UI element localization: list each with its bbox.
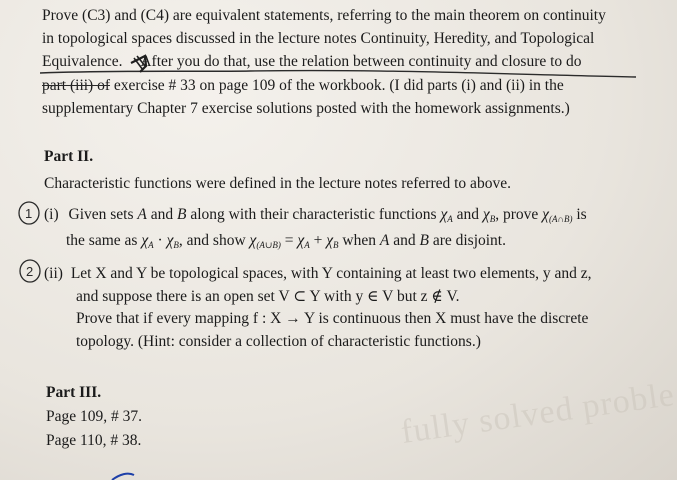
item-2-marker: (ii) (44, 265, 63, 282)
set-b: B (419, 232, 429, 249)
set-a: A (379, 232, 390, 249)
item-1-text: when (338, 232, 380, 249)
chi-symbol: χ (542, 206, 549, 223)
intro-line-5: supplementary Chapter 7 exercise solutions posted with the homework assignments.) (42, 100, 570, 117)
item-1-text: , prove (495, 206, 543, 223)
part-2-item-1-line-1 (44, 205, 587, 229)
intro-line-2: in topological spaces discussed in the lecture notes Continuity, Heredity, and Topological (42, 30, 595, 47)
intro-line-4-rest: exercise # 33 on page 109 of the workbook. (I did parts (i) and (ii) in the (110, 77, 564, 94)
part-3-item-2: Page 110, # 38. (46, 432, 142, 449)
pen-stroke-bottom (112, 474, 134, 480)
part-2-item-2-line-1 (44, 264, 592, 284)
part-2-intro: Characteristic functions were defined in the lecture notes referred to above. (44, 175, 511, 192)
circled-number-1-label: 1 (25, 206, 33, 221)
item-1-text: along with their characteristic functions (186, 206, 441, 223)
chi-subscript-a: A (447, 214, 453, 224)
part-2-item-2-line-2: and suppose there is an open set V ⊂ Y with y ∈ V but z ∉ V. (76, 288, 460, 305)
circled-number-1 (19, 202, 39, 224)
chi-subscript-b: B (333, 240, 339, 250)
chi-symbol: χ (166, 232, 174, 249)
part-2-item-1-line-2 (66, 231, 506, 255)
item-1-text: the same as (66, 232, 142, 249)
item-1-text: and (389, 232, 420, 249)
chi-symbol: χ (297, 232, 305, 249)
item-1-text: and (146, 206, 178, 223)
item-1-text: Given sets (68, 206, 138, 223)
intro-line-3 (42, 52, 582, 72)
chi-symbol: χ (249, 232, 257, 249)
intro-line-4 (42, 76, 564, 96)
circled-number-2-label: 2 (26, 264, 34, 279)
struck-text: part (iii) of (42, 77, 111, 94)
part-3-item-1: Page 109, # 37. (46, 408, 143, 425)
chi-symbol: χ (326, 232, 334, 249)
item-2-text: Let X and Y be topological spaces, with Y containing at least two elements, y and z, (70, 265, 592, 282)
chi-symbol: χ (482, 206, 490, 223)
chi-subscript-b: B (489, 214, 496, 224)
intro-line-3-rest: After you do that, use the relation between continuity and closure to do (140, 53, 582, 70)
part-3-heading: Part III. (46, 384, 102, 401)
chi-subscript-b: B (173, 240, 179, 250)
part-2-item-2-line-3: Prove that if every mapping f : X → Y is continuous then X must have the discrete (76, 310, 589, 327)
chi-symbol: χ (141, 232, 149, 249)
equals-sign: = (280, 232, 298, 249)
item-1-marker: (i) (44, 206, 59, 223)
item-1-text: , and show (178, 232, 250, 249)
set-a: A (137, 206, 147, 223)
chi-subscript-intersection: (A∩B) (548, 214, 573, 224)
chi-symbol: χ (440, 206, 448, 223)
circled-number-2 (20, 260, 40, 282)
chi-subscript-union: (A∪B) (256, 240, 281, 250)
intro-line-1: Prove (C3) and (C4) are equivalent statements, referring to the main theorem on continuity (42, 7, 606, 24)
item-1-text: are disjoint. (428, 232, 506, 249)
item-1-text: is (572, 206, 587, 223)
part-2-heading: Part II. (44, 148, 94, 165)
dot-operator: · (153, 232, 167, 249)
plus-sign: + (309, 232, 327, 249)
chi-subscript-a: A (304, 240, 310, 250)
set-b: B (177, 206, 187, 223)
equivalence-word: Equivalence. (42, 53, 123, 70)
chi-subscript-a: A (148, 240, 154, 250)
part-2-item-2-line-4: topology. (Hint: consider a collection of characteristic functions.) (76, 333, 481, 350)
item-1-text: and (452, 206, 483, 223)
background-watermark: fully solved proble (398, 375, 677, 452)
